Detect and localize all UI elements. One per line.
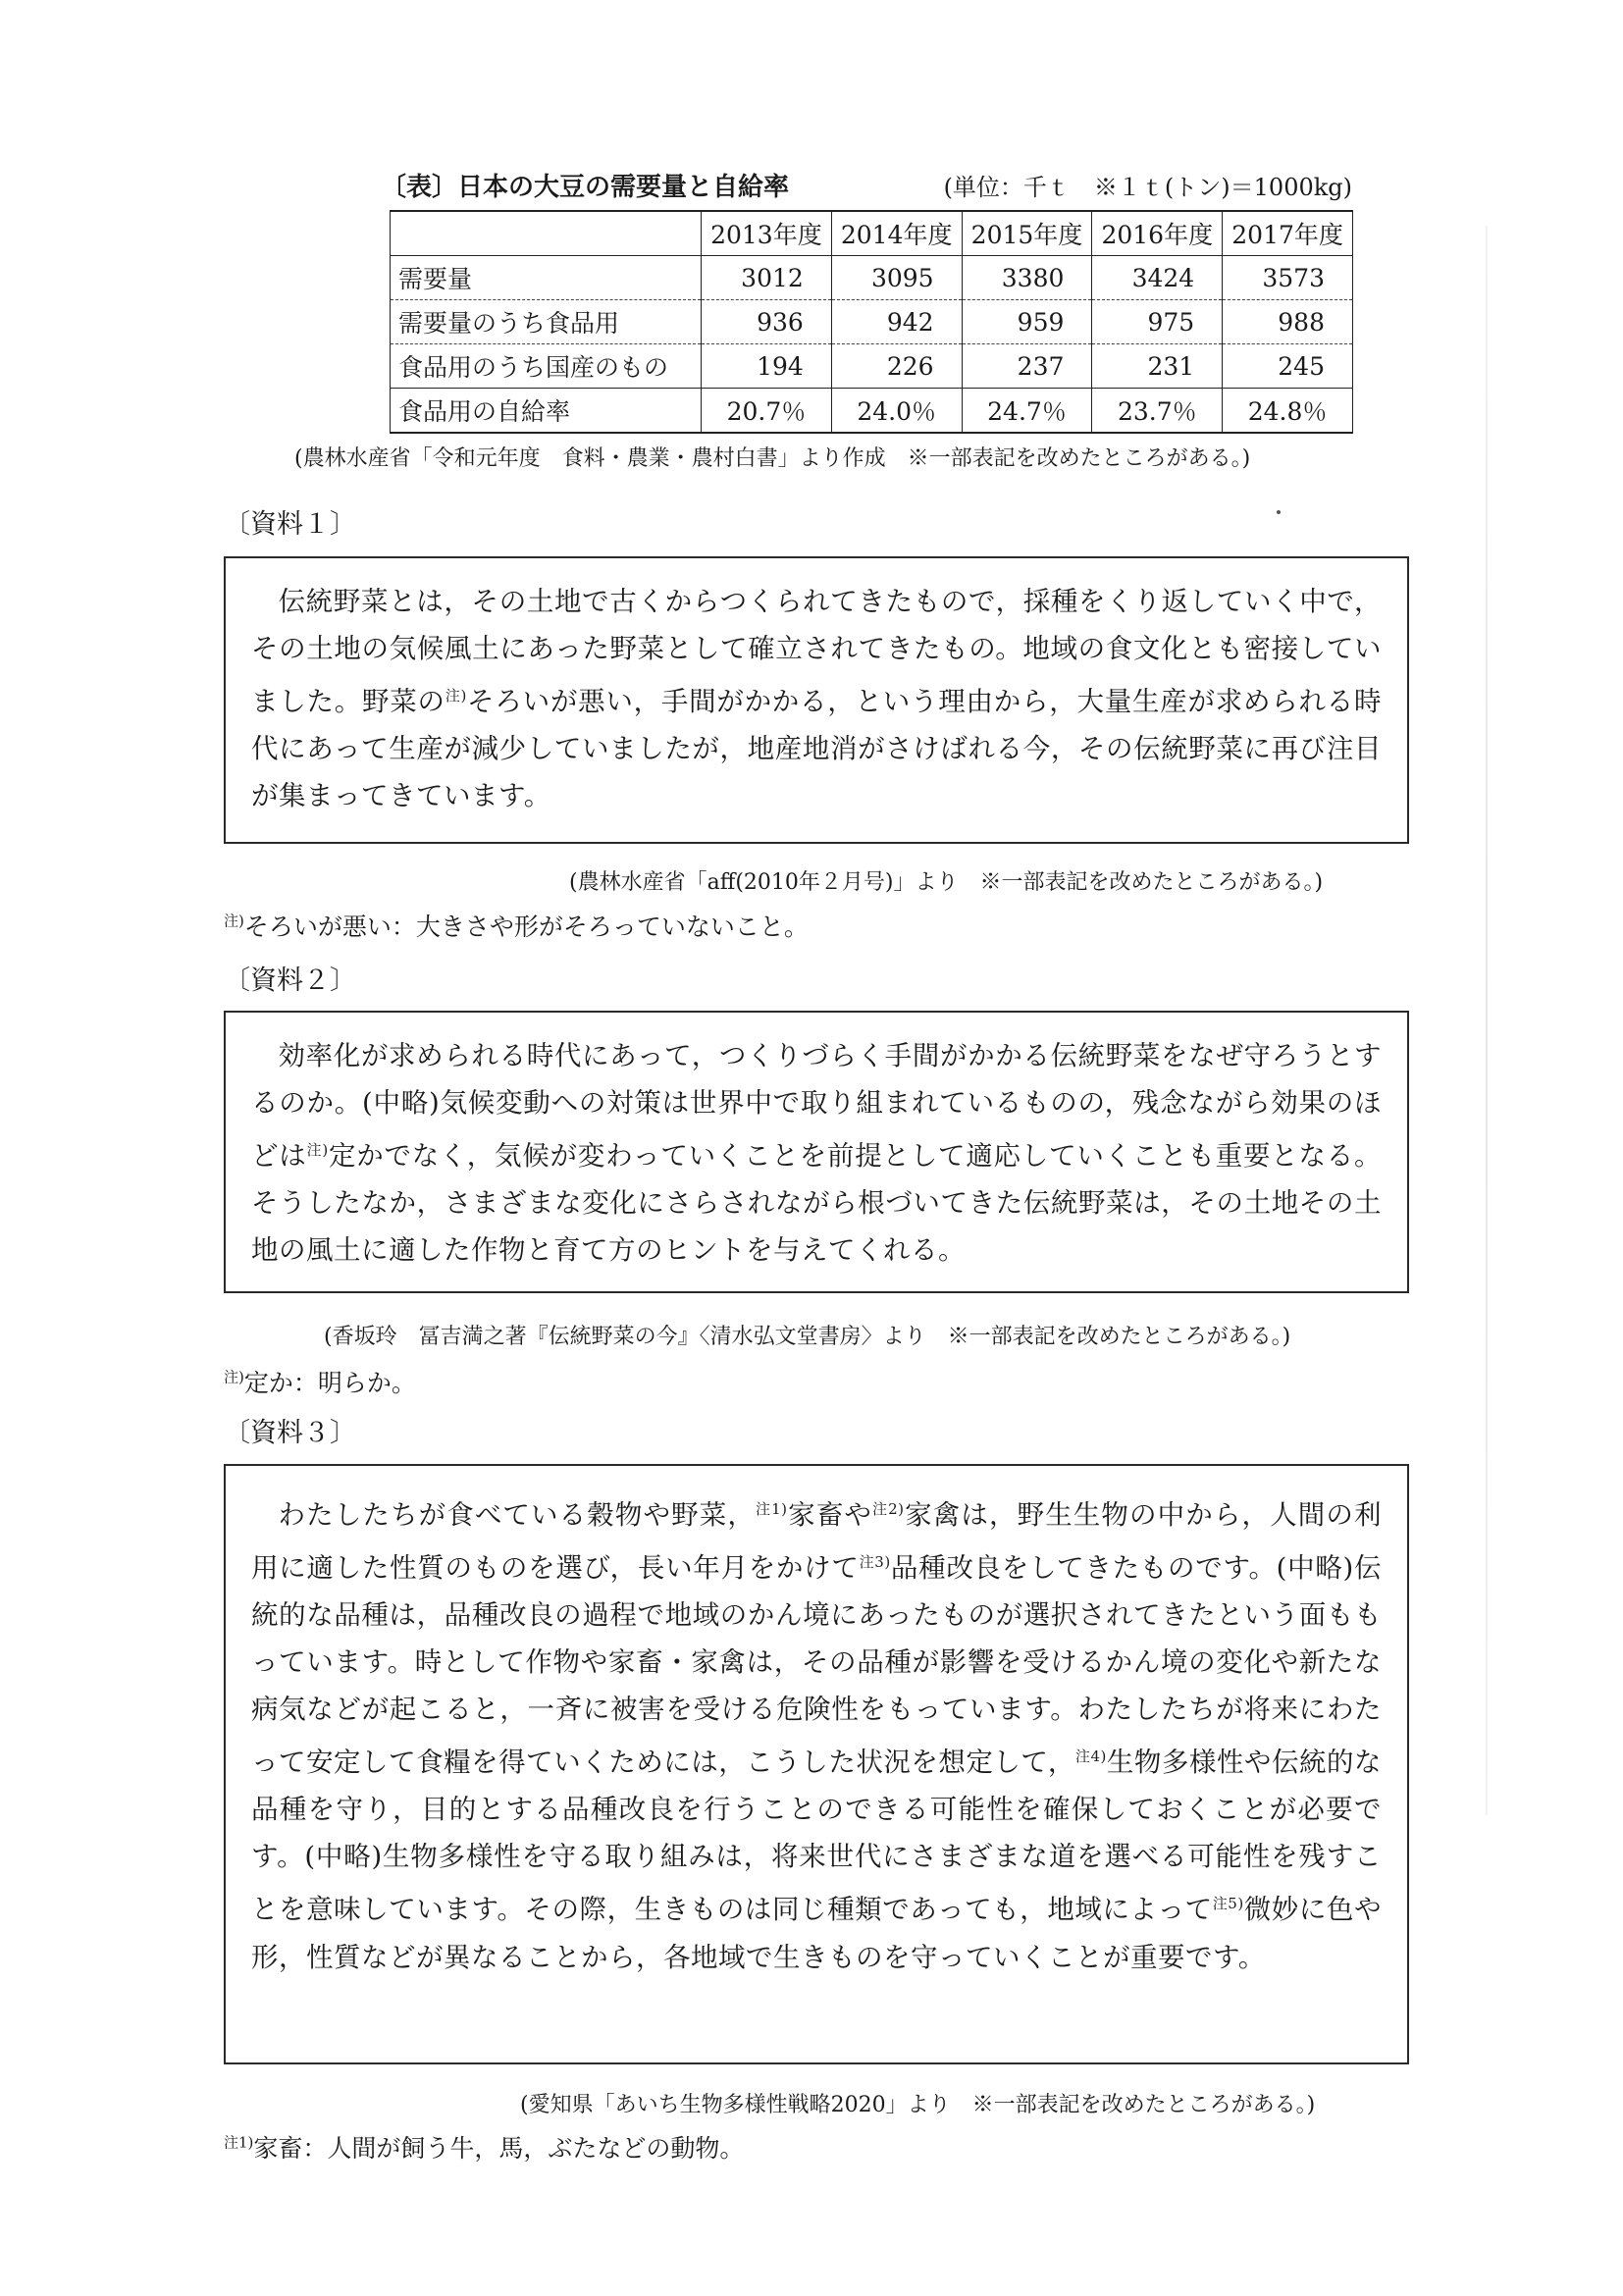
table-header-row	[391, 211, 1353, 256]
table-year-header: 2015年度	[962, 211, 1092, 256]
soybean-table	[390, 210, 1353, 434]
table-cell: 3012	[702, 256, 832, 300]
scan-edge	[1486, 226, 1488, 1815]
table-cell: 24.7％	[962, 389, 1092, 434]
table-year-header: 2014年度	[831, 211, 962, 256]
table-cell: 3424	[1092, 256, 1223, 300]
table-source: (農林水産省「令和元年度 食料・農業・農村白書」より作成 ※一部表記を改めたところがある。)	[294, 446, 1251, 471]
table-row	[391, 389, 1353, 434]
doc1-heading: 〔資料１〕	[224, 509, 356, 540]
table-cell: 194	[702, 344, 832, 389]
table-cell: 237	[962, 344, 1092, 389]
table-title: 〔表〕日本の大豆の需要量と自給率	[381, 173, 790, 202]
table-cell: 3573	[1223, 256, 1353, 300]
table-caption-row	[381, 167, 1352, 203]
table-row	[391, 344, 1353, 389]
table-row	[391, 300, 1353, 344]
table-corner-cell	[391, 211, 702, 256]
doc1-box	[224, 556, 1409, 844]
doc1-text: 伝統野菜とは，その土地で古くからつくられてきたもので，採種をくり返していく中で，その土地の気候風土にあった野菜として確立されてきたもの。地域の食文化とも密接していました。野菜の$^{注)}$そろいが悪い，手間がかかる，という理由から，大量生産が求められる時代にあって生産が減少していましたが，地産地消がさけばれる今，その伝統野菜に再び注目が集まってきています。	[251, 586, 1383, 812]
table-year-header: 2016年度	[1092, 211, 1223, 256]
table-row	[391, 256, 1353, 300]
stray-mark	[1277, 510, 1281, 514]
doc1-note: $^{注)}$そろいが悪い：大きさや形がそろっていないこと。	[224, 912, 809, 941]
doc3-box	[224, 1464, 1409, 2064]
doc2-source: (香坂玲 冨吉満之著『伝統野菜の今』〈清水弘文堂書房〉より ※一部表記を改めたところがある。)	[324, 1325, 1291, 1349]
doc1-source: (農林水産省「aff(2010年２月号)」より ※一部表記を改めたところがある。)	[569, 870, 1324, 895]
table-row-label: 需要量のうち食品用	[391, 300, 702, 344]
table-cell: 231	[1092, 344, 1223, 389]
table-cell: 24.8％	[1223, 389, 1353, 434]
table-cell: 245	[1223, 344, 1353, 389]
table-cell: 3095	[831, 256, 962, 300]
table-row-label: 需要量	[391, 256, 702, 300]
table-unit: (単位：千ｔ ※１ｔ(トン)＝1000kg)	[943, 174, 1352, 201]
doc3-note: $^{注1)}$家畜：人間が飼う牛，馬，ぶたなどの動物。	[224, 2133, 745, 2163]
table-cell: 975	[1092, 300, 1223, 344]
table-year-header: 2017年度	[1223, 211, 1353, 256]
table-cell: 23.7％	[1092, 389, 1223, 434]
table-cell: 24.0％	[831, 389, 962, 434]
table-cell: 942	[831, 300, 962, 344]
table-cell: 936	[702, 300, 832, 344]
doc2-text: 効率化が求められる時代にあって，つくりづらく手間がかかる伝統野菜をなぜ守ろうとするのか。(中略)気候変動への対策は世界中で取り組まれているものの，残念ながら効果のほどは$^{注)}$定かでなく，気候が変わっていくことを前提として適応していくことも重要となる。そうしたなか，さまざまな変化にさらされながら根づいてきた伝統野菜は，その土地その土地の風土に適した作物と育て方のヒントを与えてくれる。	[251, 1040, 1383, 1267]
table-cell: 3380	[962, 256, 1092, 300]
doc2-box	[224, 1011, 1409, 1293]
table-cell: 20.7％	[702, 389, 832, 434]
table-row-label: 食品用のうち国産のもの	[391, 344, 702, 389]
doc3-text: わたしたちが食べている穀物や野菜，$^{注1)}$家畜や$^{注2)}$家禽は，野生生物の中から，人間の利用に適した性質のものを選び，長い年月をかけて$^{注3)}$品種改良をしてきたものです。(中略)伝統的な品種は，品種改良の過程で地域のかん境にあったものが選択されてきたという面ももっています。時として作物や家畜・家禽は，その品種が影響を受けるかん境の変化や新たな病気などが起こると，一斉に被害を受ける危険性をもっています。わたしたちが将来にわたって安定して食糧を得ていくためには，こうした状況を想定して，$^{注4)}$生物多様性や伝統的な品種を守り，目的とする品種改良を行うことのできる可能性を確保しておくことが必要です。(中略)生物多様性を守る取り組みは，将来世代にさまざまな道を選べる可能性を残すことを意味しています。その際，生きものは同じ種類であっても，地域によって$^{注5)}$微妙に色や形，性質などが異なることから，各地域で生きものを守っていくことが重要です。	[251, 1499, 1382, 1973]
doc3-heading: 〔資料３〕	[224, 1418, 356, 1448]
doc3-source: (愛知県「あいち生物多様性戦略2020」より ※一部表記を改めたところがある。)	[520, 2093, 1316, 2117]
table-cell: 959	[962, 300, 1092, 344]
table-cell: 226	[831, 344, 962, 389]
table-year-header: 2013年度	[702, 211, 832, 256]
table-cell: 988	[1223, 300, 1353, 344]
doc2-heading: 〔資料２〕	[224, 965, 356, 996]
doc2-note: $^{注)}$定か：明らか。	[224, 1368, 416, 1397]
table-row-label: 食品用の自給率	[391, 389, 702, 434]
